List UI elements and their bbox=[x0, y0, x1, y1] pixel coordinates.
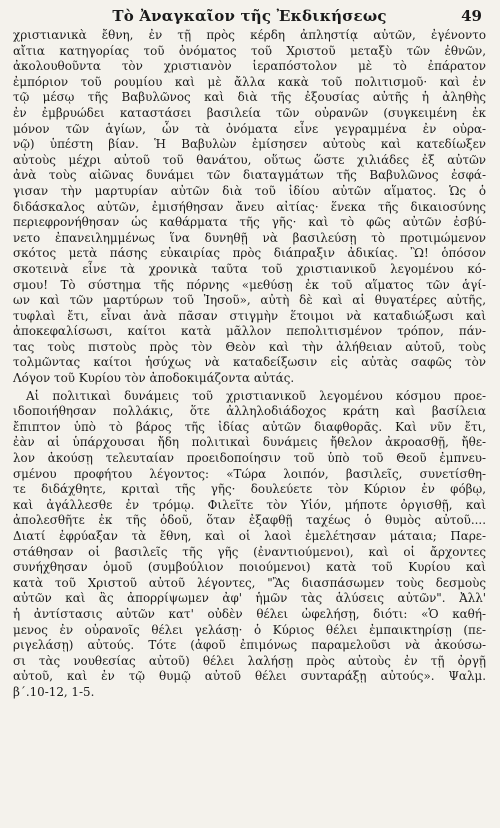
text-line: χριστιανικὰ ἔθνη, ἐν τῇ πρὸς κέρδη ἀπληστίᾳ αὐτῶν, ἐγένοντο bbox=[13, 28, 486, 42]
text-line: ἀνὰ τοὺς αἰῶνας δυνάμει τῶν διαταγμάτων τῆς Βαβυλῶνος ἐσφά- bbox=[13, 168, 486, 183]
text-line: ἐμπόριον τοῦ ρουμίου καὶ μὲ ἄλλα κακὰ τοῦ πολιτισμοῦ· καὶ ἐν bbox=[13, 74, 486, 89]
paragraph bbox=[13, 28, 486, 387]
text-line: αὐτοῦ, καὶ ἐν τῷ θυμῷ αὐτοῦ θέλει συνταράξῃ αὐτούς». Ψαλμ. bbox=[13, 669, 486, 684]
text-line: τῷ μέσῳ τῆς Βαβυλῶνος καὶ διὰ τῆς ἐξουσίας αὐτῆς ἡ ἀληθὴς bbox=[13, 90, 486, 105]
text-line: ἀποκεφαλίσωσι, καίτοι κατὰ μᾶλλον πεπολιτισμένον τρόπον, πάν- bbox=[13, 324, 486, 339]
text-line: αἴτια κατηγορίας τοῦ ὀνόματος τοῦ Χριστοῦ μεταξὺ τῶν ἐθνῶν, bbox=[13, 43, 486, 58]
text-line: ἐν ἐμβρυώδει καταστάσει βασιλεία τῶν οὐρανῶν (συγκειμένη ἐκ bbox=[13, 105, 486, 120]
text-line: στάθησαν οἱ βασιλεῖς τῆς γῆς (ἐναντιούμενοι), καὶ οἱ ἄρχοντες bbox=[13, 544, 486, 559]
text-line: Λόγον τοῦ Κυρίου τὸν ἀποδοκιμάζοντα αὐτάς. bbox=[13, 371, 295, 386]
text-line: Διατί ἐφρύαξαν τὰ ἔθνη, καὶ οἱ λαοὶ ἐμελέτησαν μάταια; Παρε- bbox=[13, 529, 486, 543]
text-line: β΄.10-12, 1-5. bbox=[13, 684, 95, 699]
text-line: τολμῶντας καίτοι ἡσύχως νὰ καταδείξωσιν εἰς αὐτὰς σαφῶς τὸν bbox=[13, 355, 486, 370]
text-line: καὶ ἀγάλλεσθε ἐν τρόμῳ. Φιλεῖτε τὸν Υἱόν, μήποτε ὀργισθῇ, καὶ bbox=[13, 497, 486, 512]
page-number: 49 bbox=[461, 7, 482, 25]
text-line: σμου! Τὸ σύστημα τῆς πόρνης «μεθύσῃ ἐκ τοῦ αἵματος τῶν ἁγί- bbox=[13, 277, 486, 292]
text-line: τας τοὺς πιστοὺς πρὸς τὸν Θεὸν καὶ τὴν ἀλήθειαν αὐτοῦ, τοὺς bbox=[13, 339, 486, 354]
text-line: ἐὰν αἱ ὑπάρχουσαι ἤδη πολιτικαὶ δυνάμεις ἤθελον ἀκροασθῇ, ἤθε- bbox=[13, 435, 486, 450]
text-line: μενος ἐν οὐρανοῖς θέλει γελάσῃ· ὁ Κύριος θέλει ἐμπαικτηρίσῃ (πε- bbox=[13, 622, 486, 637]
text-line: ἡ ἀντίστασις αὐτῶν κατ' οὐδὲν θέλει ὠφελήσῃ, διότι: «Ὁ καθή- bbox=[13, 606, 486, 621]
text-line: σμένου προφήτου λέγοντος: «Τώρα λοιπόν, βασιλεῖς, συνετίσθη- bbox=[13, 466, 486, 481]
text-line: διδάσκαλος αὐτῶν, ἐμισήθησαν ἄνευ αἰτίας· ἕνεκα τῆς δικαιοσύνης bbox=[13, 199, 486, 214]
text-line: Αἱ πολιτικαὶ δυνάμεις τοῦ χριστιανικοῦ λεγομένου κόσμου προε- bbox=[26, 388, 486, 403]
text-line: κατὰ τοῦ Χριστοῦ αὐτοῦ λέγοντες, "Ἂς διασπάσωμεν τοὺς δεσμοὺς bbox=[13, 575, 486, 590]
text-line: αὐτῶν καὶ ἂς ἀπορρίψωμεν ἀφ' ἡμῶν τὰς ἁλύσεις αὐτῶν". Ἀλλ' bbox=[13, 591, 486, 606]
text-line: συνήχθησαν ὁμοῦ (συμβούλιον ποιούμενοι) κατὰ τοῦ Κυρίου καὶ bbox=[13, 560, 486, 575]
body-text bbox=[13, 28, 486, 701]
text-line: αὐτοὺς μέχρι αὐτοῦ τοῦ θανάτου, οὕτως ὥστε χιλιάδες ἐξ αὐτῶν bbox=[13, 152, 486, 167]
text-line: ἔπιπτον ὑπὸ τὸ βάρος τῆς ἰδίας αὐτῶν διαφθορᾶς. Καὶ νῦν ἔτι, bbox=[13, 419, 486, 434]
text-line: τε διδάχθητε, κριταὶ τῆς γῆς· δουλεύετε τὸν Κύριον ἐν φόβῳ, bbox=[13, 482, 486, 497]
text-line: νῷ) ὑπέστη βίαν. Ἡ Βαβυλὼν ἐμίσησεν αὐτοὺς καὶ κατεδίωξεν bbox=[13, 137, 486, 152]
paragraph bbox=[13, 389, 486, 701]
text-line: ἀκολουθοῦντα τὸν χριστιανὸν ἱεραπόστολον μὲ τὸ ἐπάρατον bbox=[13, 59, 486, 74]
text-line: περιεφρονήθησαν ὡς καθάρματα τῆς γῆς· καὶ τὸ φῶς αὐτῶν ἐσβύ- bbox=[13, 215, 486, 230]
text-line: ριγελάσῃ) αὐτούς. Τότε (ἀφοῦ ἐπιμόνως παραμελοῦσι νὰ ἀκούσω- bbox=[13, 638, 486, 653]
text-line: σκότος μετὰ πάσης εὐκαιρίας πρὸς διάπραξιν ἀδικίας. Ὢ! ὁπόσον bbox=[13, 246, 486, 261]
text-line: ἀπολεσθῆτε ἐκ τῆς ὁδοῦ, ὅταν ἐξαφθῇ ταχέως ὁ θυμὸς αὐτοῦ.... bbox=[13, 513, 486, 528]
text-line: λον ἀκούσῃ τελευταίαν προειδοποίησιν τοῦ ὑπὸ τοῦ Θεοῦ ἐμπνευ- bbox=[13, 451, 486, 466]
text-line: τυφλαὶ ἔτι, εἶναι ἀνὰ πᾶσαν στιγμὴν ἕτοιμοι νὰ καταδιώξωσι καὶ bbox=[13, 308, 486, 323]
page-header bbox=[13, 4, 486, 28]
text-line: ων καὶ τῶν μαρτύρων τοῦ Ἰησοῦ», αὐτὴ δὲ καὶ αἱ θυγατέρες αὐτῆς, bbox=[13, 293, 486, 308]
text-line: μόνον τῶν ἁγίων, ὧν τὰ ὀνόματα εἶνε γεγραμμένα ἐν οὐρα- bbox=[13, 121, 486, 136]
running-title: Τὸ Ἀναγκαῖον τῆς Ἐκδικήσεως bbox=[112, 7, 387, 25]
text-line: γισαν τὴν μαρτυρίαν αὐτῶν διὰ τοῦ ἰδίου αὐτῶν αἵματος. Ὡς ὁ bbox=[13, 183, 486, 198]
text-line: σι τὰς νουθεσίας αὐτοῦ) θέλει λαλήσῃ πρὸς αὐτοὺς ἐν τῇ ὀργῇ bbox=[13, 653, 486, 668]
text-line: σκοτεινὰ εἶνε τὰ χρονικὰ ταῦτα τοῦ χριστιανικοῦ λεγομένου κό- bbox=[13, 261, 486, 276]
text-line: νετο ἐπανειλημμένως ἵνα δυνηθῇ νὰ βασιλεύσῃ τὸ προτιμώμενον bbox=[13, 230, 486, 245]
text-line: ιδοποιήθησαν πολλάκις, ὅτε ἀλληλοδιάδοχος κράτη καὶ βασίλεια bbox=[13, 404, 486, 419]
